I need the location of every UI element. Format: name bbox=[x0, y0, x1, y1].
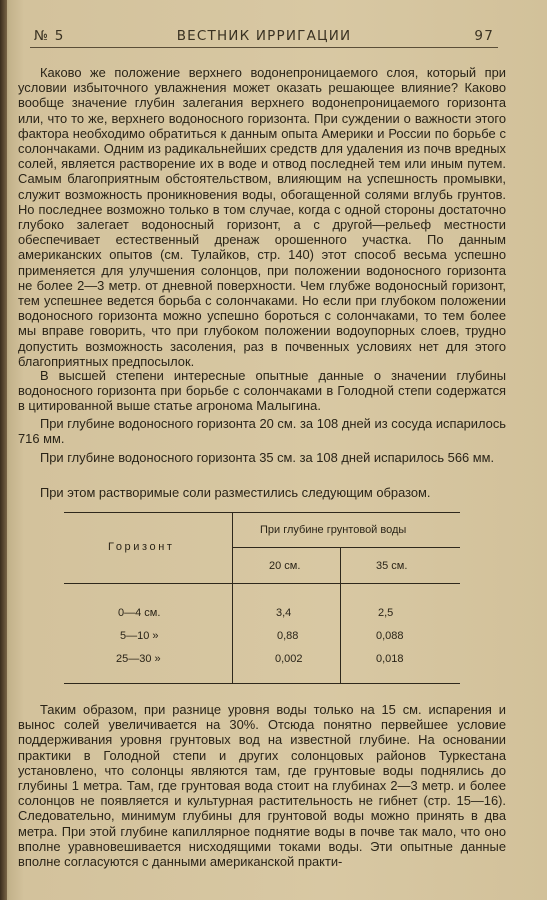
header-rule bbox=[30, 47, 498, 48]
table-subheader-rule bbox=[232, 547, 460, 548]
paragraph-6 bbox=[18, 702, 506, 869]
table-subheader-35: 35 см. bbox=[376, 560, 408, 572]
table-cell-horizon: 5—10 » bbox=[120, 630, 159, 642]
paragraph-text: При этом растворимые соли разместились следующим образом. bbox=[40, 485, 431, 500]
table-cell-20: 0,88 bbox=[277, 630, 299, 642]
journal-title: ВЕСТНИК ИРРИГАЦИИ bbox=[176, 28, 352, 44]
table-cell-horizon: 0—4 см. bbox=[118, 607, 161, 619]
table-header-rule bbox=[64, 583, 460, 584]
paragraph-text: Таким образом, при разнице уровня воды только на 15 см. испарения и вынос солей увеличивается на 30%. Отсюда понятно первейшее условие поддерживания уровня грунтовых вод на известной глубине. На основании практики в Голодной степи и других солонцовых районов Туркестана установлено, что солонцы являются там, где грунтовые воды поднялись до глубины 1 метра. Там, где грунтовая вода стоит на глубинах 2—3 метр. и более солонцов не появляется и культурная растительность не гибнет (стр. 15—16). Следовательно, минимум глубины для грунтовой воды можно принять в два метра. При этой глубине капиллярное поднятие воды в почве так мало, что оно вполне уравновешивается нисходящими токами воды. Эти опытные данные вполне согласуются с данными американской практи- bbox=[18, 702, 506, 870]
paragraph-4 bbox=[18, 450, 506, 465]
page-number: 97 bbox=[474, 28, 494, 44]
table-vertical-rule bbox=[232, 513, 233, 683]
paragraph-5 bbox=[18, 485, 506, 500]
table-cell-35: 0,088 bbox=[376, 630, 404, 642]
paragraph-text: В высшей степени интересные опытные данные о значении глубины водоносного горизонта при борьбе с солончаками в Голодной степи содержатся в цитированной выше статье агронома Малыгина. bbox=[18, 368, 506, 414]
paragraph-text: При глубине водоносного горизонта 35 см. за 108 дней испарилось 566 мм. bbox=[40, 450, 495, 465]
table-cell-35: 0,018 bbox=[376, 653, 404, 665]
table-subheader-20: 20 см. bbox=[269, 560, 301, 572]
table-cell-horizon: 25—30 » bbox=[116, 653, 161, 665]
paragraph-1 bbox=[18, 65, 506, 369]
table-col-horizon-header: Горизонт bbox=[108, 541, 175, 553]
table-cell-20: 0,002 bbox=[275, 653, 303, 665]
paragraph-text: При глубине водоносного горизонта 20 см. за 108 дней из сосуда испарилось 716 мм. bbox=[18, 416, 506, 447]
table-vertical-rule bbox=[340, 547, 341, 683]
paragraph-2 bbox=[18, 368, 506, 414]
running-header bbox=[30, 24, 498, 46]
table-cell-20: 3,4 bbox=[276, 607, 292, 619]
book-spine-shadow bbox=[0, 0, 7, 900]
issue-number: № 5 bbox=[34, 28, 65, 44]
paragraph-3 bbox=[18, 416, 506, 446]
table-cell-35: 2,5 bbox=[378, 607, 394, 619]
paragraph-text: Каково же положение верхнего водонепроницаемого слоя, который при условии избыточного увлажнения может оказать решающее влияние? Каково вообще значение глубин залегания верхнего водонепроницаемого горизонта или, что то же, верхнего водоносного горизонта. При суждении о важности этого фактора необходимо обратиться к данным опыта Америки и России по борьбе с солончаками. Одним из радикальнейших средств для удаления из почв вредных солей, является растворение их в воде и отвод последней тем или иным путем. Самым благоприятным обстоятельством, влияющим на успешность промывки, служит возможность проникновения воды, обогащенной солями вглубь грунтов. Но последнее возможно только в том случае, когда с одной стороны достаточно глубоко залегает водоносный горизонт, а с другой—рельеф местности обеспечивает естественный дренаж орошенного участка. По данным американских опытов (см. Тулайков, стр. 140) этот способ весьма успешно применяется для улучшения солонцов, при положении водоносного горизонта не более 2—3 метр. от дневной поверхности. Чем глубже водоносный горизонт, тем успешнее ведется борьба с солончаками. Но если при глубоком положении водоносного горизонта можно успешно бороться с солончаками, то тем более мы вправе говорить, что при глубоком положении водоупорных слоев, трудно допустить возможность засоления, раз в почвенных условиях нет для этого благоприятных предпосылок. bbox=[18, 65, 506, 369]
table-group-header: При глубине грунтовой воды bbox=[260, 524, 407, 536]
salt-distribution-table bbox=[64, 512, 460, 684]
